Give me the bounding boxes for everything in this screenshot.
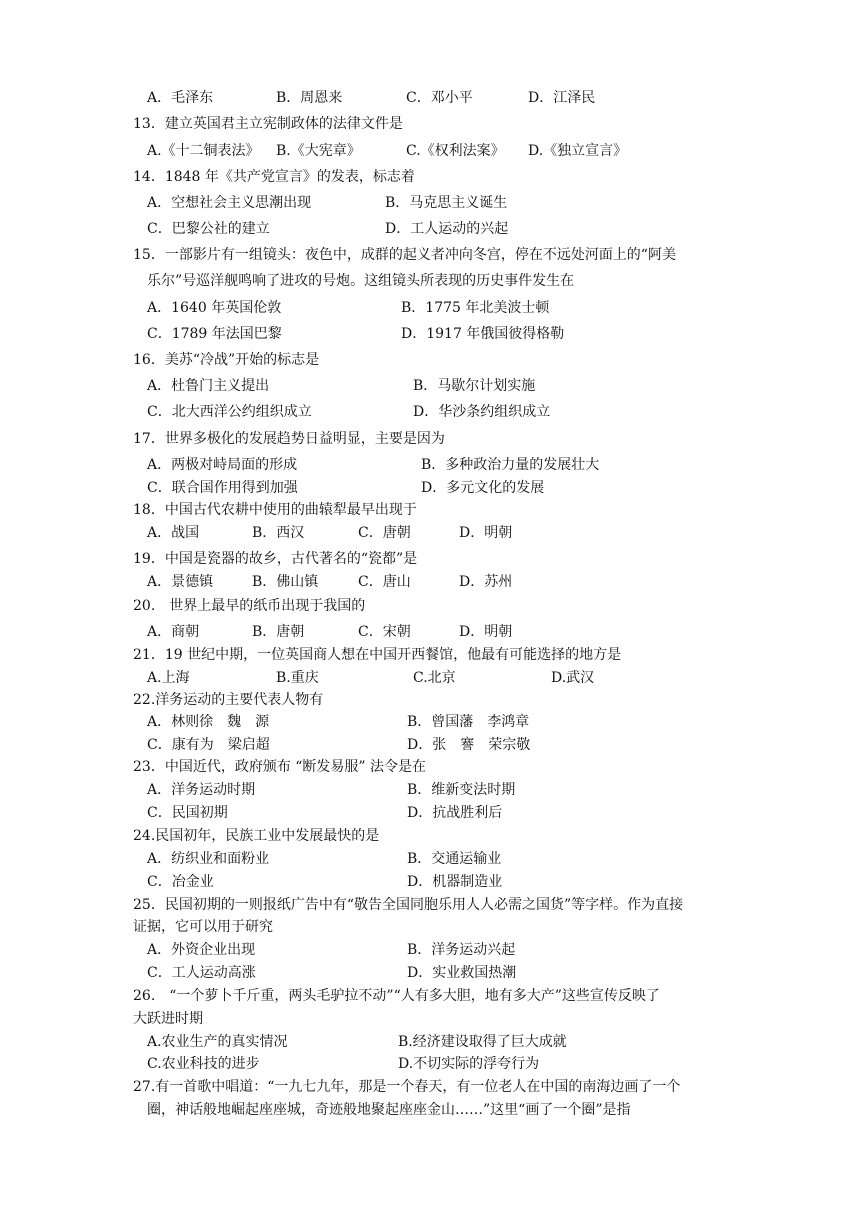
q23-option-c: C．民国初期 (147, 805, 228, 821)
q25-option-d: D．实业救国热潮 (407, 965, 517, 981)
q21-option-c: C.北京 (413, 670, 456, 686)
q15-option-c: C．1789 年法国巴黎 (147, 326, 282, 342)
q22-option-b: B．曾国藩 李鸿章 (407, 714, 530, 730)
q15-option-b: B．1775 年北美波士顿 (401, 300, 550, 316)
q15-stem-line1: 15．一部影片有一组镜头：夜色中，成群的起义者冲向冬宫，停在不远处河面上的“阿美 (133, 247, 676, 263)
q17-option-d: D．多元文化的发展 (421, 480, 545, 496)
q17-stem: 17．世界多极化的发展趋势日益明显，主要是因为 (133, 431, 445, 447)
q24-stem: 24.民国初年，民族工业中发展最快的是 (133, 828, 380, 844)
q19-option-c: C．唐山 (358, 574, 411, 590)
q15-stem-line2: 乐尔”号巡洋舰鸣响了进攻的号炮。这组镜头所表现的历史事件发生在 (147, 273, 575, 289)
q23-option-b: B．维新变法时期 (407, 782, 516, 798)
q20-stem: 20. 世界上最早的纸币出现于我国的 (133, 598, 366, 614)
q20-option-a: A．商朝 (147, 624, 200, 640)
q12-option-a: A．毛泽东 (147, 90, 214, 106)
q25-option-a: A．外资企业出现 (147, 942, 256, 958)
q26-option-a: A.农业生产的真实情况 (147, 1034, 288, 1050)
q23-option-a: A．洋务运动时期 (147, 782, 256, 798)
q20-option-b: B．唐朝 (252, 624, 305, 640)
q18-option-c: C．唐朝 (358, 525, 411, 541)
q21-option-a: A.上海 (147, 670, 190, 686)
q20-option-c: C．宋朝 (358, 624, 411, 640)
q27-stem-line1: 27.有一首歌中唱道：“一九七九年，那是一个春天，有一位老人在中国的南海边画了一个 (133, 1079, 681, 1095)
q25-option-b: B．洋务运动兴起 (407, 942, 516, 958)
q25-stem-line1: 25．民国初期的一则报纸广告中有“敬告全国同胞乐用人人必需之国货”等字样。作为直接 (133, 897, 684, 913)
q24-option-a: A．纺织业和面粉业 (147, 851, 270, 867)
q18-option-b: B．西汉 (252, 525, 305, 541)
q14-option-c: C．巴黎公社的建立 (147, 221, 270, 237)
q14-option-a: A．空想社会主义思潮出现 (147, 195, 312, 211)
q13-option-a: A.《十二铜表法》 (147, 143, 260, 159)
q17-option-b: B．多种政治力量的发展壮大 (421, 457, 600, 473)
q26-stem-line1: 26. “一个萝卜千斤重，两头毛驴拉不动”“人有多大胆，地有多大产”这些宣传反映了 (133, 988, 660, 1004)
q18-stem: 18．中国古代农耕中使用的曲辕犁最早出现于 (133, 502, 417, 518)
q13-option-c: C.《权利法案》 (406, 143, 505, 159)
q21-option-d: D.武汉 (551, 670, 595, 686)
q22-option-d: D．张 謇 荣宗敬 (407, 737, 531, 753)
q13-option-d: D.《独立宣言》 (528, 143, 628, 159)
q25-stem-line2: 证据，它可以用于研究 (133, 919, 273, 935)
q14-option-d: D．工人运动的兴起 (385, 221, 509, 237)
q25-option-c: C．工人运动高涨 (147, 965, 256, 981)
q13-stem: 13．建立英国君主立宪制政体的法律文件是 (133, 116, 403, 132)
q23-option-d: D．抗战胜利后 (407, 805, 503, 821)
q19-stem: 19．中国是瓷器的故乡，古代著名的“瓷都”是 (133, 551, 418, 567)
q26-stem-line2: 大跃进时期 (133, 1011, 203, 1027)
q14-option-b: B．马克思主义诞生 (385, 195, 508, 211)
q16-option-d: D．华沙条约组织成立 (413, 404, 551, 420)
q26-option-b: B.经济建设取得了巨大成就 (398, 1034, 567, 1050)
q13-option-b: B.《大宪章》 (276, 143, 361, 159)
q16-option-a: A．杜鲁门主义提出 (147, 378, 270, 394)
q16-option-c: C．北大西洋公约组织成立 (147, 404, 312, 420)
q22-stem: 22.洋务运动的主要代表人物有 (133, 692, 324, 708)
q23-stem: 23．中国近代，政府颁布 “断发易服” 法令是在 (133, 759, 427, 775)
q22-option-a: A．林则徐 魏 源 (147, 714, 270, 730)
q15-option-a: A．1640 年英国伦敦 (147, 300, 282, 316)
q12-option-d: D．江泽民 (528, 90, 596, 106)
q21-stem: 21．19 世纪中期，一位英国商人想在中国开西餐馆，他最有可能选择的地方是 (133, 647, 622, 663)
q26-option-d: D.不切实际的浮夸行为 (398, 1056, 540, 1072)
q27-stem-line2: 圈，神话般地崛起座座城，奇迹般地聚起座座金山……”这里“画了一个圈”是指 (147, 1102, 631, 1118)
q16-option-b: B．马歇尔计划实施 (413, 378, 536, 394)
q24-option-b: B．交通运输业 (407, 851, 502, 867)
q26-option-c: C.农业科技的进步 (147, 1056, 260, 1072)
q19-option-b: B．佛山镇 (252, 574, 319, 590)
q19-option-d: D．苏州 (459, 574, 513, 590)
q12-option-c: C．邓小平 (406, 90, 473, 106)
q24-option-c: C．冶金业 (147, 874, 214, 890)
q22-option-c: C．康有为 梁启超 (147, 737, 270, 753)
q18-option-d: D．明朝 (459, 525, 513, 541)
q15-option-d: D．1917 年俄国彼得格勒 (401, 326, 565, 342)
q24-option-d: D．机器制造业 (407, 874, 503, 890)
q14-stem: 14．1848 年《共产党宣言》的发表，标志着 (133, 169, 415, 185)
q17-option-a: A．两极对峙局面的形成 (147, 457, 298, 473)
q16-stem: 16．美苏“冷战”开始的标志是 (133, 352, 320, 368)
q19-option-a: A．景德镇 (147, 574, 214, 590)
q17-option-c: C．联合国作用得到加强 (147, 480, 298, 496)
q18-option-a: A．战国 (147, 525, 200, 541)
q20-option-d: D．明朝 (459, 624, 513, 640)
q12-option-b: B．周恩来 (276, 90, 343, 106)
q21-option-b: B.重庆 (276, 670, 319, 686)
